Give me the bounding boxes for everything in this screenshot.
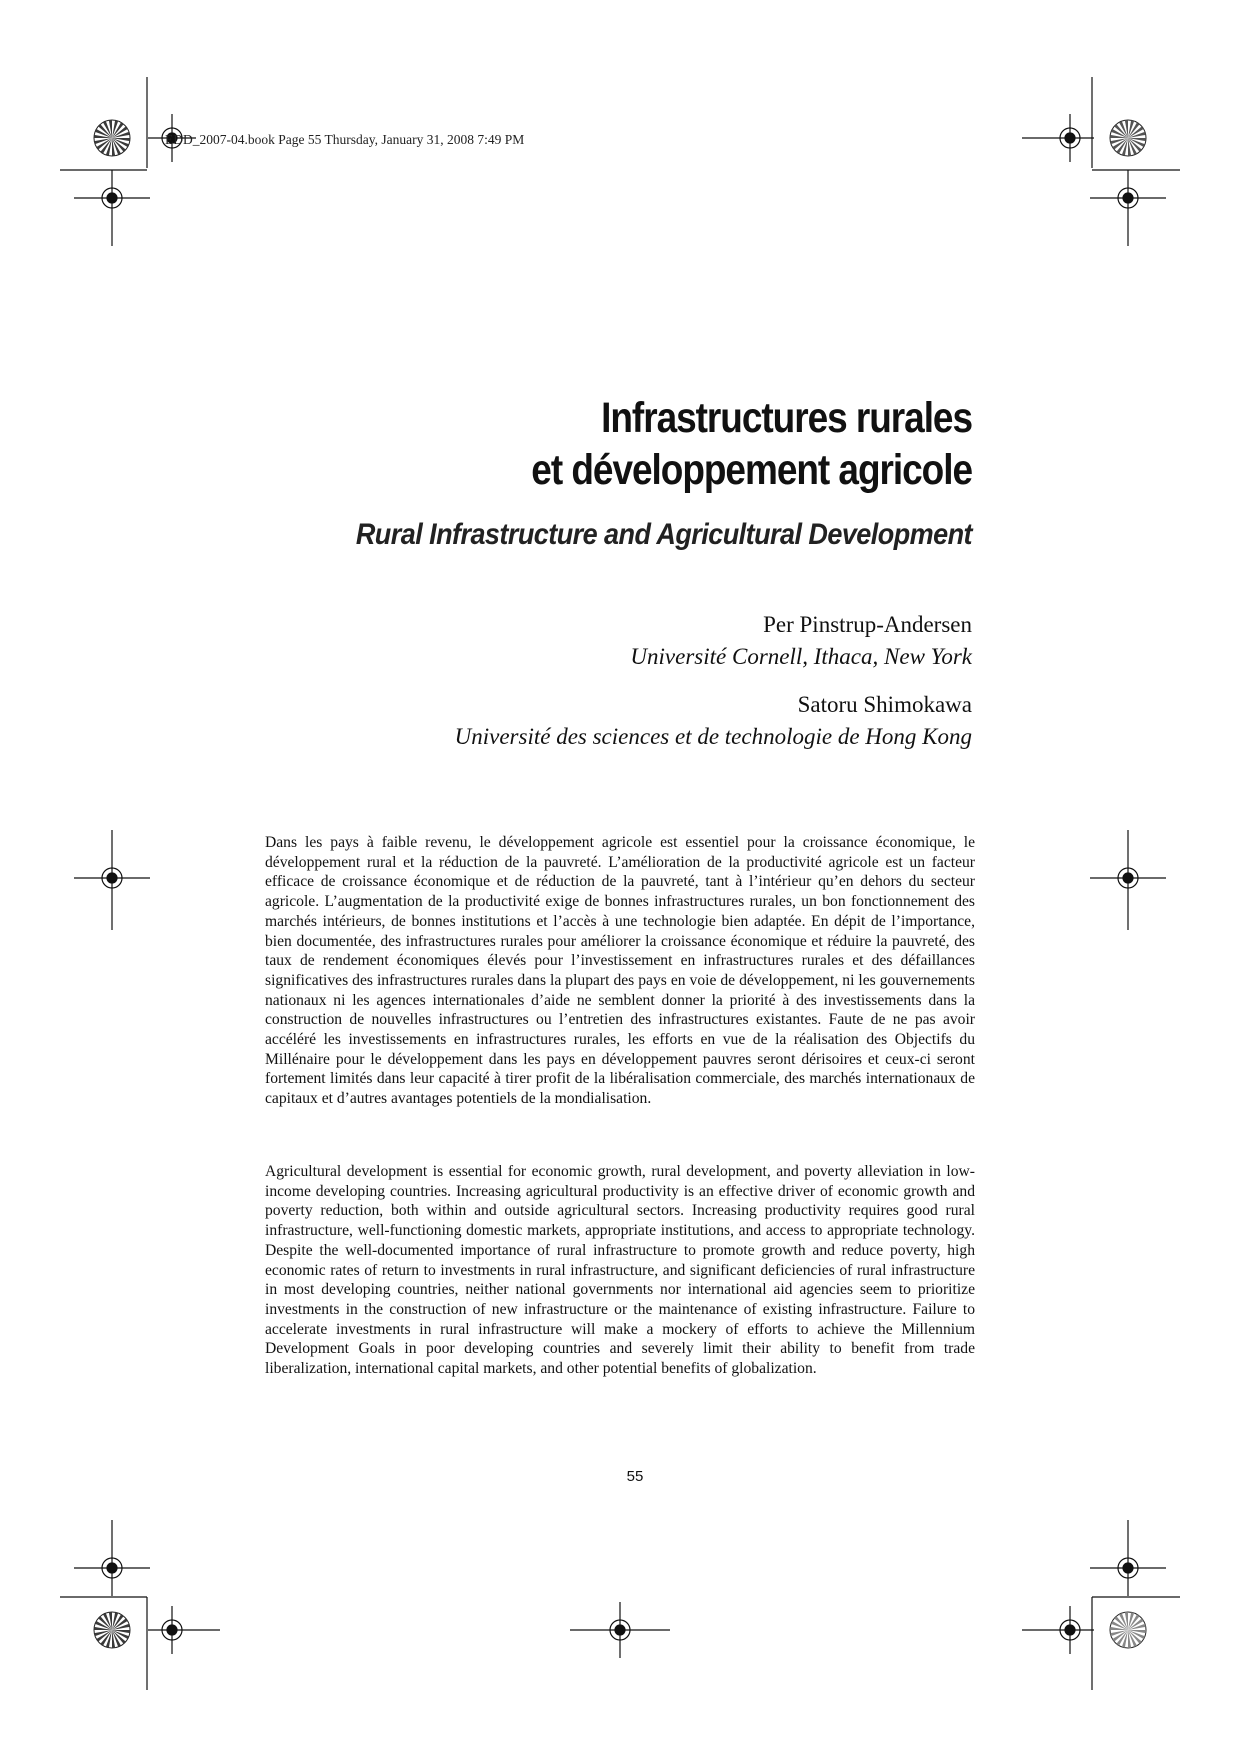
registration-mark bbox=[1090, 1520, 1166, 1596]
author-affiliation: Université des sciences et de technologie de Hong Kong bbox=[454, 724, 972, 749]
registration-mark bbox=[570, 1602, 670, 1658]
registration-mark bbox=[1090, 170, 1166, 246]
print-slug: EDD_2007-04.book Page 55 Thursday, January 31, 2008 7:49 PM bbox=[165, 132, 525, 147]
page-number: 55 bbox=[626, 1468, 644, 1485]
registration-mark bbox=[74, 170, 150, 246]
registration-mark bbox=[1090, 830, 1166, 930]
registration-mark bbox=[74, 1520, 150, 1596]
registration-mark bbox=[1022, 1606, 1094, 1654]
star-target bbox=[1110, 120, 1146, 156]
abstract-english: Agricultural development is essential for economic growth, rural development, and poverty alleviation in low-income developing countries. Increasing agricultural productivity is an effective driver of economic growth and poverty reduction, both within and outside agricultural sectors. Increasing productivity requires good rural infrastructure, well-functioning domestic markets, appropriate institutions, and access to appropriate technology. Despite the well-documented importance of rural infrastructure to promote growth and reduce poverty, high economic rates of return to investments in rural infrastructure, and significant deficiencies of rural infrastructure in most developing countries, neither national governments nor international aid agencies seem to prioritize investments in the construction of new infrastructure or the maintenance of existing infrastructure. Failure to accelerate investments in rural infrastructure will make a mockery of efforts to achieve the Millennium Development Goals in poor developing countries and severely limit their ability to benefit from trade liberalization, international capital markets, and other potential benefits of globalization. bbox=[265, 1163, 975, 1378]
registration-mark bbox=[74, 830, 150, 930]
registration-mark bbox=[1022, 114, 1094, 162]
author-name: Per Pinstrup-Andersen bbox=[763, 612, 972, 637]
star-target bbox=[94, 1612, 130, 1648]
title-line-1: Infrastructures rurales bbox=[601, 394, 972, 442]
abstract-french: Dans les pays à faible revenu, le développement agricole est essentiel pour la croissance économique, le développement rural et la réduction de la pauvreté. L’amélioration de la productivité agricole est un facteur efficace de croissance économique et de réduction de la pauvreté, tant à l’intérieur qu’en dehors du secteur agricole. L’augmentation de la productivité exige de bonnes infrastructures rurales, un bon fonctionnement des marchés intérieurs, de bonnes institutions et l’accès à une technologie bien adaptée. En dépit de l’importance, bien documentée, des infrastructures rurales pour améliorer la croissance économique et réduire la pauvreté, des taux de rendement économiques élevés pour l’investissement en infrastructures rurales et des défaillances significatives des infrastructures rurales dans la plupart des pays en voie de développement, ni les gouvernements nationaux ni les agences internationales d’aide ne semblent donner la priorité à des investissements dans la construction de nouvelles infrastructures ou l’entretien des infrastructures existantes. Faute de ne pas avoir accéléré les investissements en infrastructures rurales, les efforts en vue de la réalisation des Objectifs du Millénaire pour le développement dans les pays en développement pauvres seront dérisoires et ceux-ci seront fortement limités dans leur capacité à tirer profit de la libéralisation commerciale, des marchés internationaux de capitaux et d’autres avantages potentiels de la mondialisation. bbox=[265, 834, 975, 1108]
article-subtitle: Rural Infrastructure and Agricultural Development bbox=[355, 518, 972, 551]
title-line-2: et développement agricole bbox=[531, 446, 972, 494]
article-title bbox=[318, 392, 972, 496]
author-name: Satoru Shimokawa bbox=[797, 692, 972, 717]
author-affiliation: Université Cornell, Ithaca, New York bbox=[630, 644, 972, 669]
star-target bbox=[1110, 1612, 1146, 1648]
registration-mark bbox=[148, 1606, 220, 1654]
star-target bbox=[94, 120, 130, 156]
